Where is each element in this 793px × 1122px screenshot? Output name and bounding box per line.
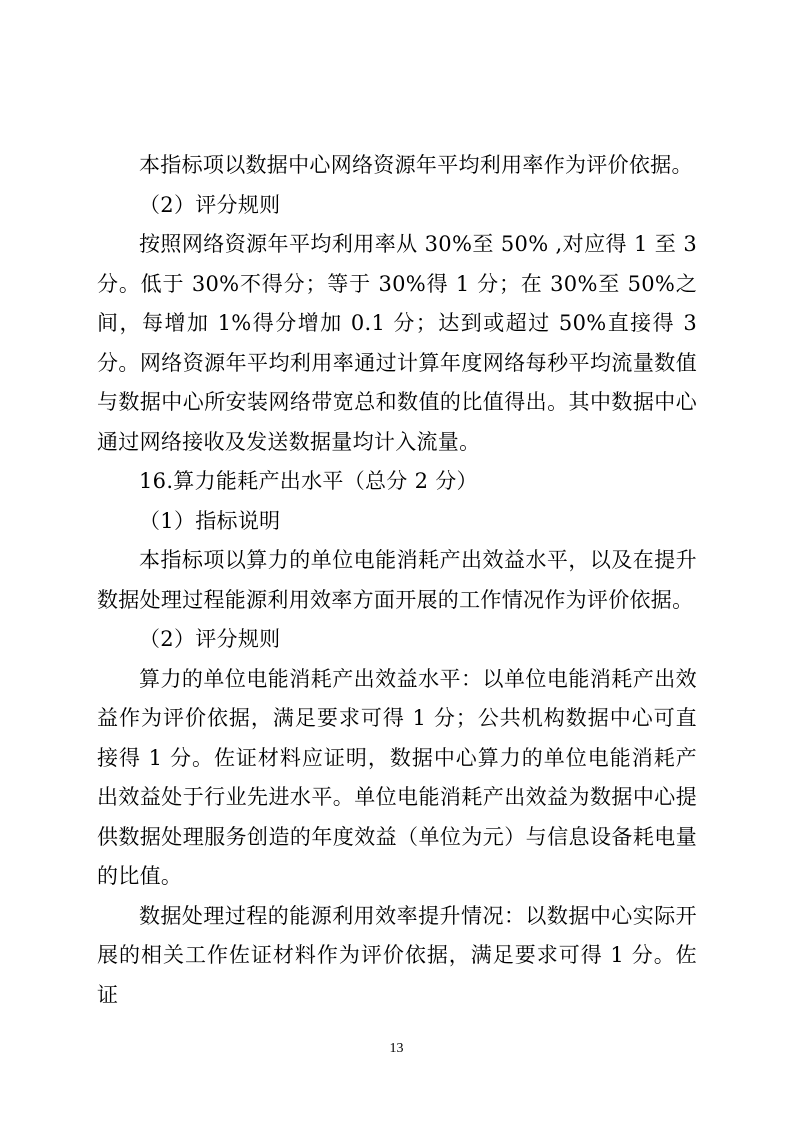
paragraph-network-scoring: 按照网络资源年平均利用率从 30%至 50% ,对应得 1 至 3 分。低于 30%不得分；等于 30%得 1 分；在 30%至 50%之间，每增加 1%得分增加 0.1 分；达到或超过 50%直接得 3 分。网络资源年平均利用率通过计算年度网络每秒平均流量数值与数据中心所安装网络带宽总和数值的比值得出。其中数据中心通过网络接收及发送数据量均计入流量。 — [97, 232, 697, 454]
paragraph-energy-efficiency-improvement: 数据处理过程的能源利用效率提升情况：以数据中心实际开展的相关工作佐证材料作为评价依据，满足要求可得 1 分。佐证 — [97, 903, 697, 1007]
paragraph-evaluation-basis: 本指标项以数据中心网络资源年平均利用率作为评价依据。 — [139, 153, 693, 177]
heading-item-16: 16.算力能耗产出水平（总分 2 分） — [139, 469, 478, 493]
heading-scoring-rules: （2）评分规则 — [139, 192, 281, 217]
paragraph-computing-evaluation-basis: 本指标项以算力的单位电能消耗产出效益水平，以及在提升数据处理过程能源利用效率方面开展的工作情况作为评价依据。 — [97, 548, 697, 612]
page-number: 13 — [389, 1041, 404, 1056]
paragraph-energy-output-benefit: 算力的单位电能消耗产出效益水平：以单位电能消耗产出效益作为评价依据，满足要求可得 1 分；公共机构数据中心可直接得 1 分。佐证材料应证明，数据中心算力的单位电能消耗产出效益处于行业先进水平。单位电能消耗产出效益为数据中心提供数据处理服务创造的年度效益（单位为元）与信息设备耗电量的比值。 — [97, 666, 697, 888]
heading-indicator-description: （1）指标说明 — [139, 508, 281, 533]
heading-scoring-rules-2: （2）评分规则 — [139, 627, 281, 651]
document-body — [97, 146, 697, 1015]
